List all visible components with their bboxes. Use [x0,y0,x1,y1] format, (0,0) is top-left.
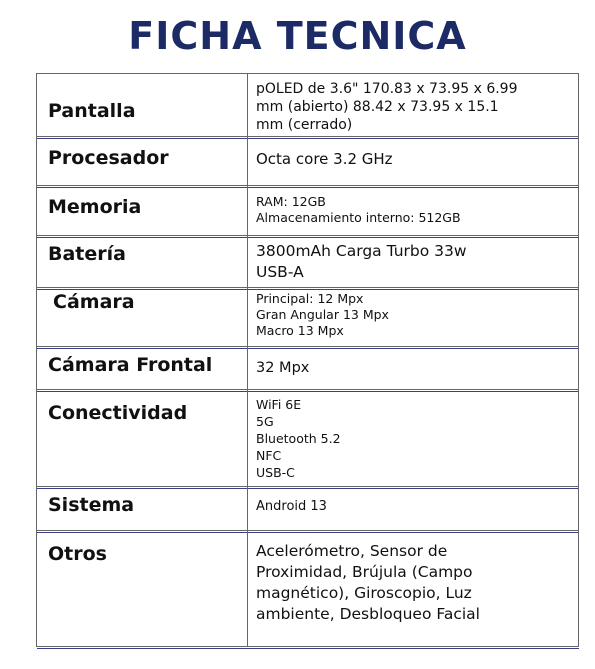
spec-row-pantalla [37,74,579,137]
spec-value-line: mm (abierto) 88.42 x 73.95 x 15.1 [256,99,499,115]
spec-row-sistema [37,487,579,531]
spec-value-line: RAM: 12GB [256,194,326,209]
spec-row-bateria [37,236,579,288]
spec-label: Conectividad [37,390,248,486]
spec-value-line: Proximidad, Brújula (Campo [256,563,473,581]
spec-label: Otros [37,531,248,646]
spec-value-line: magnético), Giroscopio, Luz [256,584,472,602]
spec-label: Pantalla [37,74,248,136]
spec-value [248,137,579,185]
spec-label: Batería [37,236,248,287]
spec-value-line: Bluetooth 5.2 [256,431,341,446]
spec-label: Sistema [37,487,248,530]
spec-value-line: NFC [256,448,282,463]
spec-value [248,487,579,530]
spec-value-line: ambiente, Desbloqueo Facial [256,605,480,623]
spec-label: Memoria [37,186,248,235]
spec-row-otros [37,531,579,647]
spec-value-line: 5G [256,414,274,429]
spec-value-line: Octa core 3.2 GHz [256,150,393,168]
spec-row-camara [37,288,579,347]
spec-value-line: 32 Mpx [256,360,310,376]
spec-value-line: USB-A [256,263,304,281]
spec-value-line: Almacenamiento interno: 512GB [256,210,461,225]
spec-table [36,73,579,647]
spec-row-conectividad [37,390,579,487]
spec-value-line: Android 13 [256,499,327,514]
spec-value-line: WiFi 6E [256,397,302,412]
spec-value [248,390,579,486]
spec-value-line: 3800mAh Carga Turbo 33w [256,242,467,260]
spec-value [248,531,579,646]
spec-label: Procesador [37,137,248,185]
spec-value-line: USB-C [256,465,295,480]
spec-value [248,347,579,389]
page-title: FICHA TECNICA [128,14,467,58]
spec-row-memoria [37,186,579,236]
spec-row-procesador [37,137,579,186]
spec-value [248,74,579,136]
spec-value-line: mm (cerrado) [256,117,353,133]
spec-value-line: Macro 13 Mpx [256,323,344,338]
spec-label: Cámara Frontal [37,347,248,389]
spec-value-line: Gran Angular 13 Mpx [256,307,389,322]
spec-value-line: Acelerómetro, Sensor de [256,542,448,560]
spec-value-line: Principal: 12 Mpx [256,291,364,306]
spec-row-camara-frontal [37,347,579,390]
spec-value-line: pOLED de 3.6" 170.83 x 73.95 x 6.99 [256,81,518,97]
spec-label: Cámara [37,288,248,346]
spec-value [248,288,579,346]
spec-value [248,236,579,287]
spec-value [248,186,579,235]
